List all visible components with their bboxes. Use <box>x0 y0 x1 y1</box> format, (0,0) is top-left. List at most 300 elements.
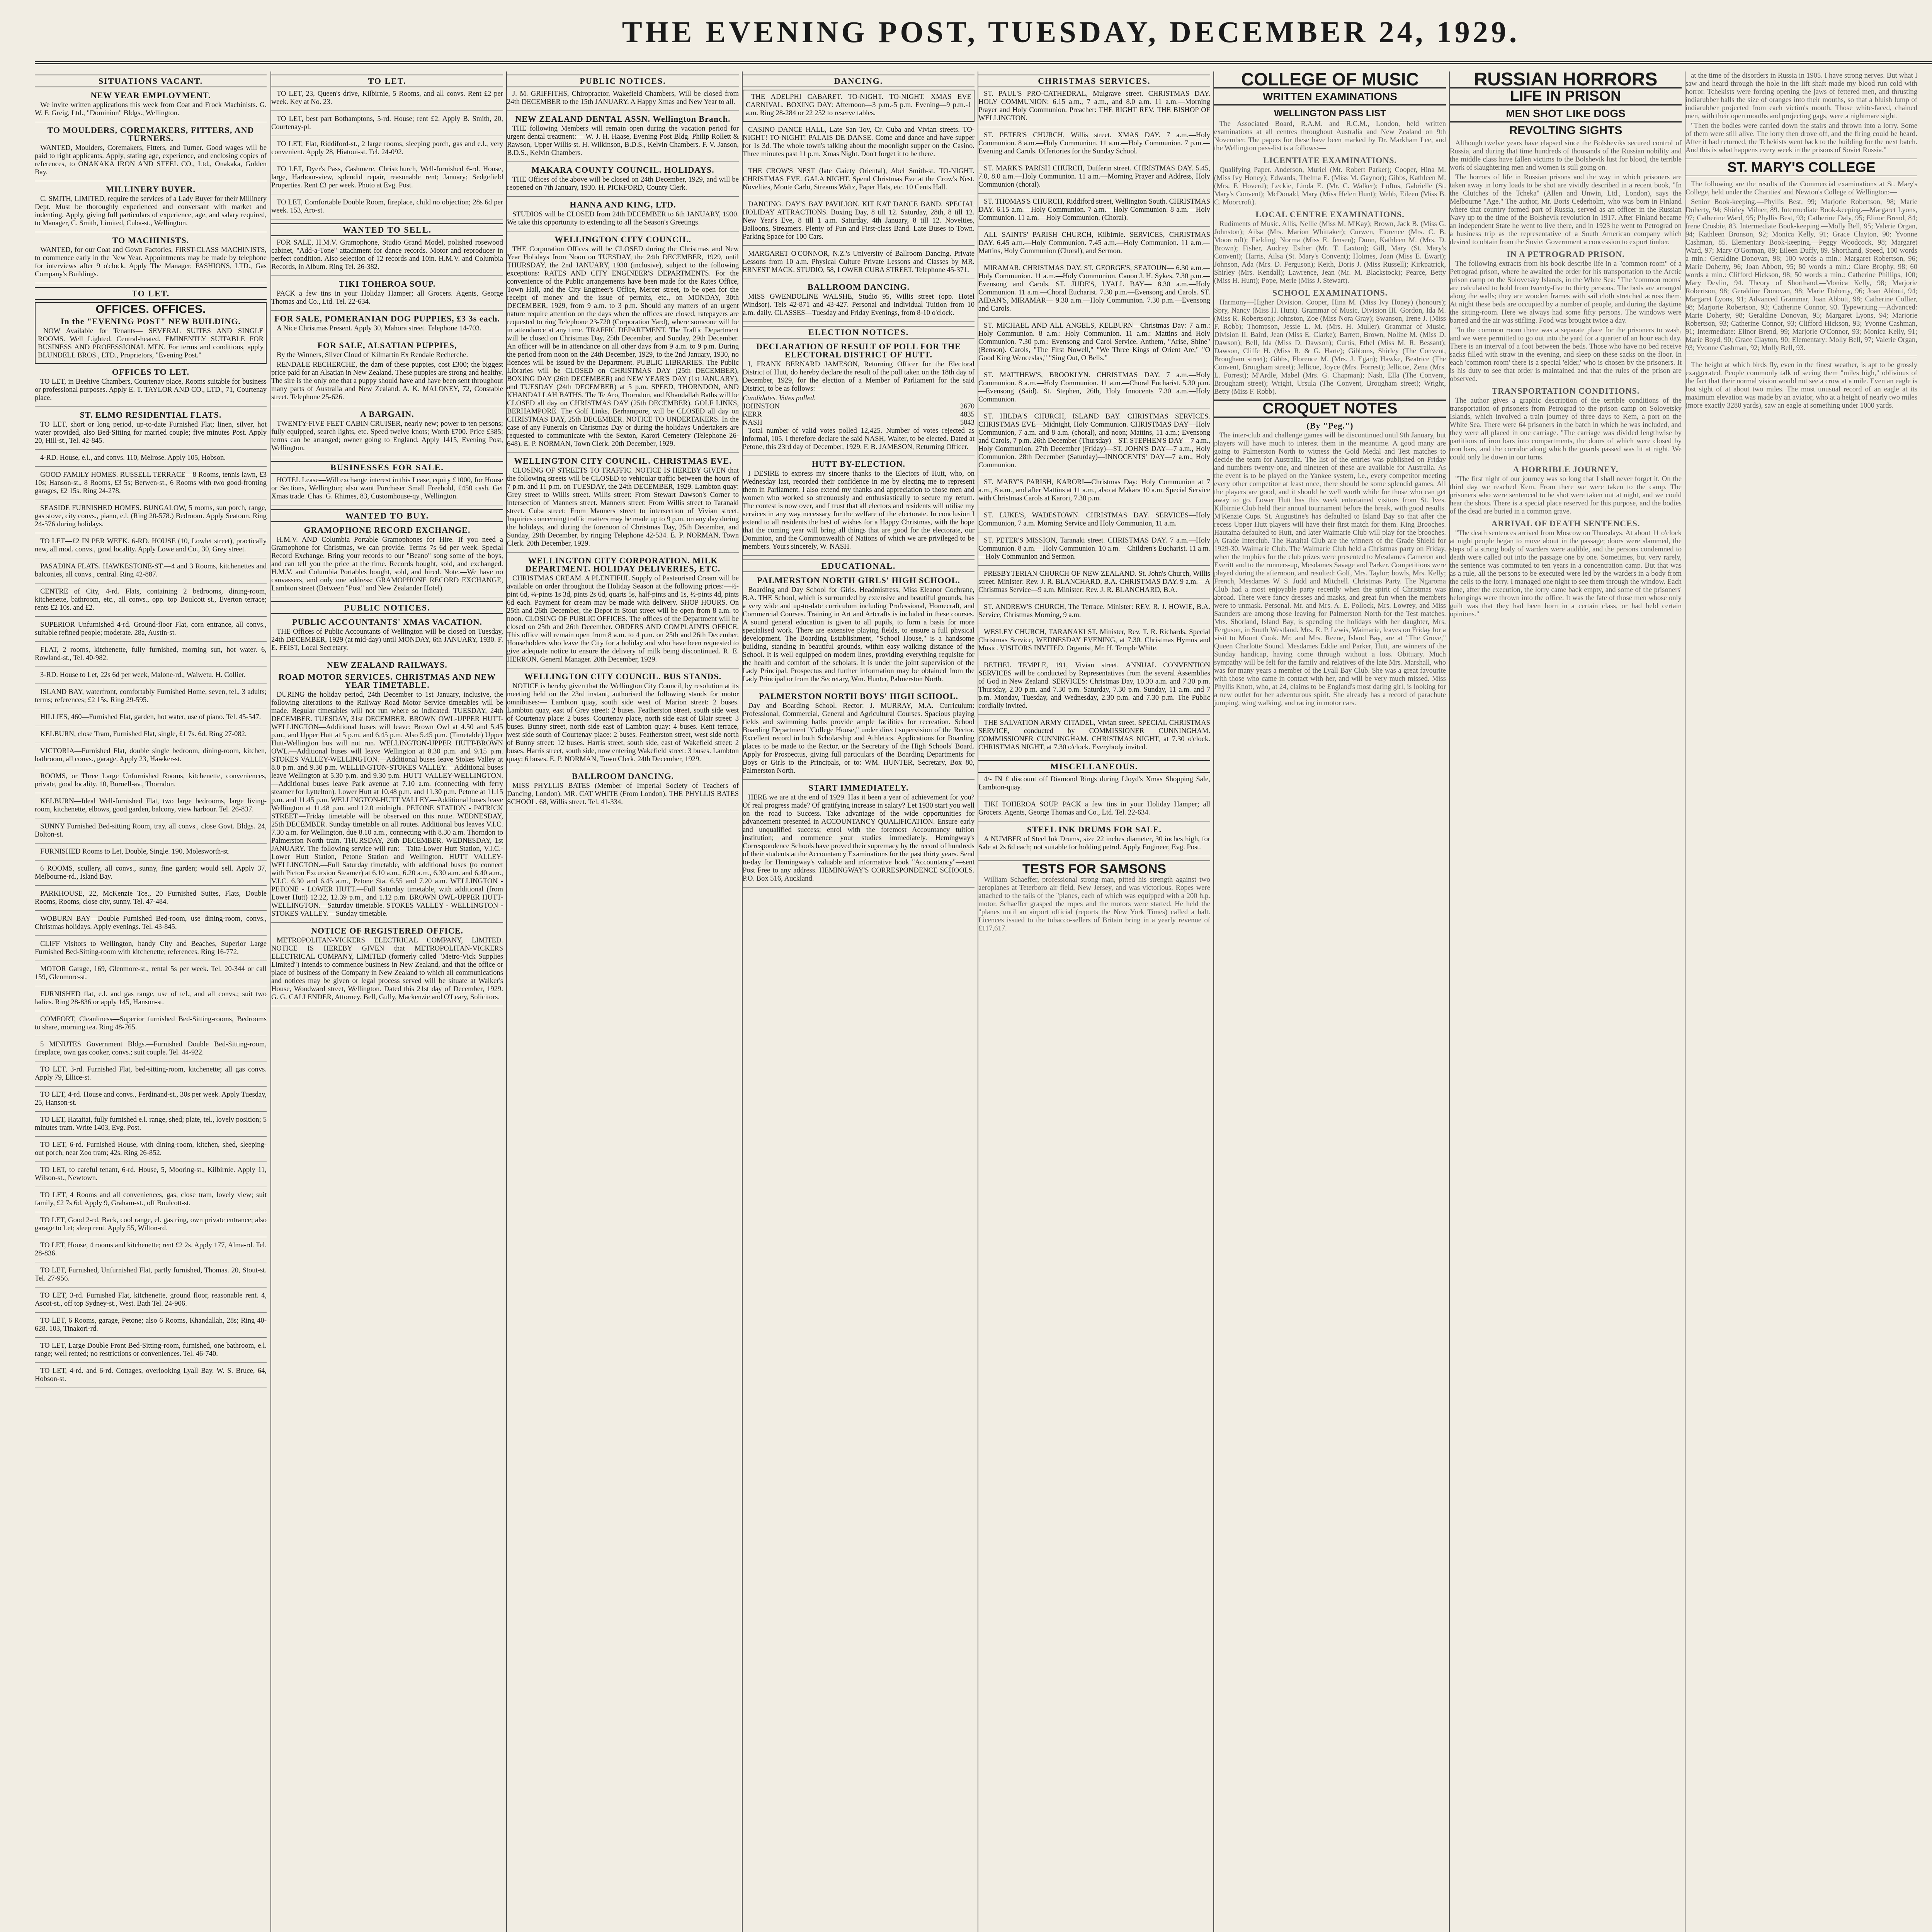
list-item-text: TO LET, 3-rd. Furnished Flat, bed-sitting-room, kitchenette; all gas convs. Apply 79, Ellice-st. <box>35 1065 267 1082</box>
list-item-text: TO LET, best part Bothamptons, 5-rd. House; rent £2. Apply B. Smith, 20, Courtenay-pl. <box>271 115 503 131</box>
list-item <box>35 1015 267 1036</box>
list-item <box>35 1191 267 1212</box>
article-body <box>1685 180 1917 352</box>
ad-title: STEEL INK DRUMS FOR SALE. <box>1027 825 1162 834</box>
article-headline: CROQUET NOTES <box>1262 400 1398 417</box>
classified-ad <box>35 411 267 450</box>
list-item <box>35 965 267 986</box>
list-item <box>35 1040 267 1061</box>
list-item-text: TO LET, 4 Rooms and all conveniences, gas, close tram, lovely view; suit family, £2 7s 6d. Apply 9, Graham-st., off Boulcott-st. <box>35 1191 267 1207</box>
dance-ad <box>743 126 975 163</box>
article-text: Harmony—Higher Division. Cooper, Hina M. (Miss Ivy Honey) (honours); Spry, Nancy (Miss H. Hunt). Grammar of Music, Division III. Gordon, Ida M. (Miss R. Robertson); Johnston, Zoe (Miss Nora Gray); Swanson, Irene J. (Miss F. Robb); Thompson, Jessie L. M. (Mrs. H. Muller). Grammar of Music, Division II. Baird, Jean (Miss E. Clarke); Barrett, Brown, Noline M. (Miss D. Dawson); Bell, Ida (Miss D. Dawson); Curtis, Ethel (Miss M. R. Bessant); Dawson, Cliffe H. (Miss R. & G. Harte); Gibbons, Shirley (The Convent, Brougham street); Gibbs, Florence M. (Mrs. J. Egan); Hawke, Beatrice (The Convent, Brougham street); Jellicoe, Joyce (Mrs. Forrest); Jellicoe, Zena (Mrs. L. Forrest); M'Ardle, Mabel (Mrs. G. Chapman); Nash, Ella (The Convent, Brougham street); Wright, Ursula (The Convent, Brougham street); Wright, Betty (Miss F. Robb). <box>1214 298 1446 396</box>
candidates-table <box>743 402 975 427</box>
divider <box>1450 104 1682 105</box>
ad-title: FOR SALE, ALSATIAN PUPPIES, <box>317 340 457 350</box>
ad-subtitle: In the "EVENING POST" NEW BUILDING. <box>60 316 241 326</box>
notice-title: NEW ZEALAND DENTAL ASSN. Wellington Branch. <box>515 114 731 124</box>
classified-ad <box>271 315 503 337</box>
service-body: ST. HILDA'S CHURCH, ISLAND BAY. CHRISTMAS SERVICES. CHRISTMAS EVE—Midnight, Holy Communion. CHRISTMAS DAY—Holy Communion, 7 a.m. and 8 a.m. (choral), and noon; Mattins, 11 a.m.; Evensong and Carols, 7 p.m. 26th December (Thursday)—ST. STEPHEN'S DAY—7 a.m., Holy Communion. 27th December (Friday)—ST. JOHN'S DAY—7 a.m., Holy Communion. 28th December (Saturday)—INNOCENTS' DAY—7 a.m., Holy Communion. <box>978 412 1210 469</box>
church-service <box>978 478 1210 507</box>
list-item <box>35 471 267 500</box>
classified-ad <box>271 280 503 311</box>
list-item-text: WOBURN BAY—Double Furnished Bed-room, use dining-room, convs., Christmas holidays. Apply evenings. Tel. 43-845. <box>35 915 267 931</box>
ad-title: TIKI TOHEROA SOUP. <box>338 279 436 289</box>
list-item-text: CLIFF Visitors to Wellington, handy City and Beaches, Superior Large Furnished Bed-Sitting-room with kitchenette; references. Ring 16-772. <box>35 940 267 956</box>
list-item <box>35 621 267 642</box>
classified-ad <box>271 476 503 505</box>
notice-body: I, FRANK BERNARD JAMESON, Returning Officer for the Electoral District of Hutt, do hereby declare the result of the poll taken on the 18th day of December, 1929, for the election of a Member of Parliament for the said District, to be as follows:— <box>743 360 975 393</box>
list-item-text: GOOD FAMILY HOMES. RUSSELL TERRACE—8 Rooms, tennis lawn, £3 10s; Hanson-st., 8 Rooms, £3 5s; Berwen-st., 6 Rooms with two good-fronting garages, £2 15s. Ring 24-278. <box>35 471 267 495</box>
column-2 <box>270 71 503 1932</box>
divider <box>978 860 1210 861</box>
divider <box>1685 175 1917 176</box>
article-subheadline: WELLINGTON PASS LIST <box>1274 108 1386 119</box>
notice-body: THE Corporation Offices will be CLOSED during the Christmas and New Year Holidays from Noon on TUESDAY, the 24th DECEMBER, 1929, until THURSDAY, the 2nd JANUARY, 1930 (inclusive), subject to the following exceptions: RATES AND CITY ENGINEER'S DEPARTMENTS. For the convenience of the Public arrangements have been made for the Rates Office, Town Hall, and the City Engineer's Office, Mercer street, to be open for the receipt of money and the issue of permits, etc., on MONDAY, 30th DECEMBER, 1929, from 9 a.m. to 3 p.m. Should any matters of an urgent nature require attention on the days when the offices are closed, ratepayers are requested to ring Telephone 23-720 (Corporation Yard), where someone will be in attendance at any time. TRAFFIC DEPARTMENT. The Traffic Department will be closed on Christmas Day, 25th December, and Sunday, 29th December. An officer will be in attendance on all other days from 9 a.m. to 9 p.m. During the period from noon on the 24th December, 1929, to the 2nd January, 1930, no licences will be issued by the Department. PUBLIC LIBRARIES. The Public Libraries will be CLOSED on CHRISTMAS DAY (25th DECEMBER), BOXING DAY (26th DECEMBER) and NEW YEAR'S DAY (1st JANUARY), and TUESDAY (24th DECEMBER) at 5 p.m. SPEED, THORNDON, AND KHANDALLAH BATHS. The Te Aro, Thorndon, and Khandallah Baths will be CLOSED all day on CHRISTMAS DAY (25th DECEMBER). GOLF LINKS, BERHAMPORE. The Golf Links, Berhampore, will be CLOSED all day on CHRISTMAS DAY, 25th DECEMBER. NOTICE TO UNDERTAKERS. In the case of any Funerals on Christmas Day or during the holidays Undertakers are requested to communicate with the Sexton, Karori Cemetery (Telephone 26-648). E. P. NORMAN, Town Clerk. 20th December, 1929. <box>507 245 739 448</box>
church-service <box>978 719 1210 756</box>
public-notice <box>507 115 739 162</box>
section-heading: PUBLIC NOTICES. <box>507 75 739 87</box>
ad-title: PALMERSTON NORTH GIRLS' HIGH SCHOOL. <box>757 575 960 585</box>
column-4 <box>742 71 975 1932</box>
church-service <box>978 321 1210 367</box>
article-text: The height at which birds fly, even in the finest weather, is apt to be grossly exaggerated. People commonly talk of seeing them "miles high," oblivious of the fact that their normal vision would not see a crow at a mile. Even an eagle is lost sight of at about two miles. The most unusual record of an eagle at its maximum elevation was made by an aviator, who at a height of nearly two miles (more exactly 3280 yards), saw an eagle at something under 1000 yards. <box>1685 361 1917 410</box>
candidate-name: NASH <box>743 418 762 427</box>
newspaper-title: THE EVENING POST, TUESDAY, DECEMBER 24, 1929. <box>622 15 1520 49</box>
notice-body: METROPOLITAN-VICKERS ELECTRICAL COMPANY, LIMITED. NOTICE IS HEREBY GIVEN that METROPOLITAN-VICKERS ELECTRICAL COMPANY, LIMITED (formerly called "Metro-Vick Supplies Limited") intends to commence business in New Zealand, and that the office or place of business of the Company in New Zealand to which all communications and notices may be given or legal process served will be situate at Walker's House, Woodward street, Wellington. Dated this 21st day of December, 1929. G. G. CALLENDER, Attorney. Bell, Gully, Mackenzie and O'Leary, Solicitors. <box>271 936 503 1001</box>
ad-body: FOR SALE, H.M.V. Gramophone, Studio Grand Model, polished rosewood cabinet, "Add-a-Tone" attachment for dance records. Motor and reproducer in perfect condition. Also selection of 12 records and 10in. H.M.V. and Columbia Records, in Album. Ring Tel. 26-382. <box>271 238 503 271</box>
ad-body: Boarding and Day School for Girls. Headmistress, Miss Eleanor Cochrane, B.A. THE School, which is surrounded by extensive and beautiful grounds, has a very wide and up-to-date curriculum including Professional, Homecraft, and Commercial Courses. Training in Art and Artcrafts is included in these courses. A sound general education is given to all pupils, to form a basis for more specialised work. There are extensive playing fields, to ensure a full physical development. The Boarding Establishment, "School House," is a handsome building, standing in beautiful grounds, within easy walking distance of the School. It is well equipped on modern lines, providing everything requisite for the health and comfort of the scholars. It is under the joint supervision of the Lady Principal. Prospectus and further information may be obtained from the Lady Principal or from the Secretary, Wm. Hunter, Palmerston North. <box>743 586 975 683</box>
church-service <box>978 264 1210 318</box>
notice-title: WELLINGTON CITY COUNCIL. CHRISTMAS EVE. <box>514 456 732 466</box>
classified-ad <box>35 236 267 283</box>
classified-ad <box>35 185 267 232</box>
column-5 <box>978 71 1210 1932</box>
section-heading: CHRISTMAS SERVICES. <box>978 75 1210 87</box>
notice-body: NOTICE is hereby given that the Wellington City Council, by resolution at its meeting held on the 23rd instant, authorised the following stands for motor omnibuses:— Lambton quay, south side west of Marion street: 2 buses. Lambton quay, east of Grey street: 2 buses. Featherston street, south side west of Courtenay place: 2 buses. Courtenay place, north side east of Blair street: 3 buses. Bunny street, north side east of Lambton quay: 4 buses. Kent terrace, west side south of Courtenay place: 2 buses. Featherston street, west side north of Bunny street: 12 buses. Harris street, south side, east of Wakefield street: 2 buses. Harris street, south side, now entering Wakefield street: 3 buses. Lambton quay: 6 buses. E. P. NORMAN, Town Clerk. 24th December, 1929. <box>507 682 739 763</box>
ad-body: HOTEL Lease—Will exchange interest in this Lease, equity £1000, for House or Sections, Wellington; also want Purchaser Small Freehold, £450 cash. Get Xmas trade. Chas. G. Rhimes, 83, Customhouse-qy., Wellington. <box>271 476 503 500</box>
article-subheadline: LIFE IN PRISON <box>1510 88 1621 104</box>
notice-title: HUTT BY-ELECTION. <box>812 459 905 469</box>
list-item-text: TO LET, 23, Queen's drive, Kilbirnie, 5 Rooms, and all convs. Rent £2 per week. Key at No. 23. <box>271 90 503 106</box>
divider <box>1214 104 1446 105</box>
church-service <box>978 536 1210 566</box>
list-item <box>35 454 267 467</box>
ad-body: 4/- IN £ discount off Diamond Rings during Lloyd's Xmas Shopping Sale, Lambton-quay. <box>978 775 1210 791</box>
candidate-name: KERR <box>743 410 762 418</box>
service-body: ST. PETER'S MISSION, Taranaki street. CHRISTMAS DAY. 7 a.m.—Holy Communion. 8 a.m.—Holy Communion. 10 a.m.—Children's Eucharist. 11 a.m.—Holy Communion and Sermon. <box>978 536 1210 561</box>
list-item-text: TO LET, Flat, Riddiford-st., 2 large rooms, sleeping porch, gas and e.l., very convenient. Apply 28, Hiatoui-st. Tel. 24-092. <box>271 140 503 156</box>
article-subhead: TRANSPORTATION CONDITIONS. <box>1492 386 1640 396</box>
list-item <box>35 537 267 558</box>
classified-list <box>271 90 503 219</box>
section-heading: BUSINESSES FOR SALE. <box>271 461 503 474</box>
church-service <box>978 603 1210 624</box>
candidates-label: Candidates. Votes polled. <box>743 394 816 402</box>
ad-title: FOR SALE, POMERANIAN DOG PUPPIES, £3 3s each. <box>274 314 500 323</box>
list-item <box>35 940 267 961</box>
ad-body: TIKI TOHEROA SOUP. PACK a few tins in your Holiday Hamper; all Grocers. Agents, George Thomas and Co., Ltd. Tel. 22-634. <box>978 800 1210 816</box>
classified-ad <box>35 368 267 407</box>
misc-ad <box>978 800 1210 821</box>
list-item <box>35 730 267 743</box>
notice-title: HANNA AND KING, LTD. <box>570 200 676 209</box>
column-1 <box>35 71 267 1932</box>
notice-body: THE Offices of the above will be closed on 24th December, 1929, and will be reopened on 7th January, 1930. H. PICKFORD, County Clerk. <box>507 175 739 192</box>
section-heading: DANCING. <box>743 75 975 87</box>
notice-title: WELLINGTON CITY COUNCIL. <box>554 235 691 244</box>
service-body: ST. PETER'S CHURCH, Willis street. XMAS DAY. 7 a.m.—Holy Communion. 8 a.m.—Holy Communion. 11 a.m.—Holy Communion. 7 p.m.—Evening and Carols. Offertories for the Sunday School. <box>978 131 1210 155</box>
public-notice <box>271 661 503 923</box>
list-item <box>35 1141 267 1162</box>
article-body <box>1685 71 1917 154</box>
article-body <box>1685 361 1917 410</box>
article-text: "In the common room there was a separate place for the prisoners to wash, and we were permitted to go out into the yard for a quarter of an hour each day. There is an interval of a foot between the beds. Those who have no bed receive sacks filled with straw in the evening, and sleep on these sacks on the floor. In each 'common room' there is a special 'elder,' who is chosen by the prisoners. It is his duty to see that order is maintained and that the rules of the prison are observed. <box>1450 326 1682 383</box>
list-item-text: 3-RD. House to Let, 22s 6d per week, Malone-rd., Waiwetu. H. Collier. <box>40 671 246 679</box>
article-body <box>1450 139 1682 618</box>
notice-title: DECLARATION OF RESULT OF POLL FOR THE ELECTORAL DISTRICT OF HUTT. <box>756 342 961 359</box>
list-item <box>35 847 267 861</box>
list-item <box>35 587 267 617</box>
service-body: WESLEY CHURCH, TARANAKI ST. Minister, Rev. T. R. Richards. Special Christmas Service, WEDNESDAY EVENING, at 7.30. Christmas Hymns and Music. VISITORS INVITED. Organist, Mr. H. Temple White. <box>978 628 1210 652</box>
ad-body: DANCING. DAY'S BAY PAVILION. KIT KAT DANCE BAND. SPECIAL HOLIDAY ATTRACTIONS. Boxing Day, 8 till 12. Saturday, 28th, 8 till 12. New Year's Eve, 8 till 1 a.m. Saturday, 4th January, 8 till 12. Novelties, Balloons, Streamers. Plenty of Fun and First-class Band. Late Buses to Town. Parking Space for 100 Cars. <box>743 200 975 241</box>
column-6 <box>1213 71 1446 1932</box>
church-service <box>978 661 1210 715</box>
list-item-text: COMFORT, Cleanliness—Superior furnished Bed-Sitting-rooms, Bedrooms to share, morning tea. Ring 48-765. <box>35 1015 267 1031</box>
notice-title: NEW ZEALAND RAILWAYS. <box>327 660 447 670</box>
list-item <box>35 1166 267 1187</box>
public-notice <box>507 457 739 553</box>
ad-title: TO MACHINISTS. <box>112 235 189 245</box>
list-item <box>35 1065 267 1087</box>
article-text: The author gives a graphic description of the terrible conditions of the transportation of prisoners from Petrograd to the prison camp on Solovetsky Islands, which involved a train journey of three days to Kem, a port on the White Sea. There were 64 prisoners in the batch in which he was included, and they were all placed in one carriage. "The carriage was divided lengthwise by partitions of iron bars into compartments, the doors of which were closed by iron bars, and the corridor along which the guards passed was lit at night. We could only lie down in our turns. <box>1450 396 1682 461</box>
notice-body: CHRISTMAS CREAM. A PLENTIFUL Supply of Pasteurised Cream will be available on order throughout the Holiday Season at the following prices:—½-pint 6d, ¼-pints 1s 3d, pints 2s 6d, quarts 5s, half-pints and 1s, ½-pints 4d, pints 6d each. Payment for cream may be made with delivery. SHOP HOURS. On 25th and 26th December, the Depot in Stout street will be open from 8 a.m. to noon. CLOSING OF PUBLIC OFFICES. The offices of the Department will be closed on 25th and 26th December. ORDERS AND COMPLAINTS OFFICE. This office will remain open from 8 a.m. to 4 p.m. on 25th and 26th December. Householders who leave the City for a holiday and who have been requested to give adequate notice to ensure the delivery of milk being discontinued. R. E. HERRON, General Manager. 20th December, 1929. <box>507 574 739 663</box>
ad-title: MILLINERY BUYER. <box>106 184 196 194</box>
article-headline: TESTS FOR SAMSONS <box>1022 862 1167 876</box>
candidate-votes: 5043 <box>960 418 975 427</box>
article-text: The inter-club and challenge games will be discontinued until 9th January, but players will have much to interest them in the meantime. A good many are going to Palmerston North to witness the Gold Medal and Test matches to decide the team for Australia. The list of the entries was published on Friday and numbers twenty-one, and nineteen of these are available for Australia. As the event is to be played on the Yankee system, i.e., every competitor meeting every other competitor at least once, there should be some splendid games. All the players are good, and it should be well worth while for those who can get away to go. Lower Hutt has this week entertained visitors from St. Ives. Kilbirnie Club held their annual tournament before the break, with good results. M'Kenzie Cups. St. Augustine's has defaulted to Island Bay so that after the recess Upper Hutt players will have their first match for them. King Brooches. Hautaina defaulted to Hutt, and later Waimarie Club will play for the brooches. A Grade Interclub. The Hataitai Club are the winners of the Grade Shield for 1929-30. Waimarie Club. The Waimarie Club held a Christmas party on Friday, when the trophies for the club prizes were presented to Mesdames Cameron and Everitt and to the runners-up, Mesdames Savage and Parker. Competitions were played during the afternoon, and resulted: Golf, Mrs. Taylor; bowls, Mrs. Kelly; French, Mesdames W. S. Judd and Mitchell. Christmas Party. The Ngaroma Club had a most enjoyable party recently when the spirit of Christmas was abroad. There were fancy dresses and masks, and great fun when the members were to unmask. Personal. Mr. and Mrs. A. E. Pollock, Mrs. Lowrey, and Miss Saunders are among those leaving for Palmerston North for the Test matches. Mrs. Shorland, Island Bay, is spending the holidays with her daughter, Mrs. Ferguson, in South Westland. Mrs. R. P. Lewis, Waimarie, leaves on Friday for a visit to Mount Cook. Mr. and Mrs. Reene, Island Bay, are at "The Grove," Queen Charlotte Sound. Mesdames Eddie and Parker, Hutt, are winners of the Sunday handicap, having come through without a loss. Obituary. Much sympathy will be felt for the family and relatives of the late Mrs. Marshall, who was for many years a member of the Lyall Bay Club. She was a great favourite with those who came in contact with her, and will be very much missed. Miss Phyllis Knott, who, at 24, claims to be England's most daring girl, is looking for a new outlet for her adventurous spirit. She already has a record of parachute jumping, wing walking, and racing in motor cars. <box>1214 431 1446 707</box>
service-body: ST. MATTHEW'S, BROOKLYN. CHRISTMAS DAY. 7 a.m.—Holy Communion. 8 a.m.—Holy Communion. 11 a.m.—Choral Eucharist. 5.30 p.m.—Evensong (Said). St. Stephen, 26th, Holy Innocents 7.30 a.m.—Holy Communion. <box>978 371 1210 403</box>
candidate-name: JOHNSTON <box>743 402 780 410</box>
candidate-row <box>743 402 975 410</box>
list-item-text: MOTOR Garage, 169, Glenmore-st., rental 5s per week. Tel. 20-344 or call 159, Glenmore-st. <box>35 965 267 981</box>
election-notice <box>743 460 975 556</box>
public-notice <box>507 772 739 811</box>
list-item <box>35 562 267 583</box>
ad-body: TO LET, short or long period, up-to-date Furnished Flat; linen, silver, hot water provided, also Bed-Sitting for married couple; five minutes Post. Apply 20, Hill-st., Tel. 42-845. <box>35 420 267 445</box>
section-heading: TO LET. <box>271 75 503 87</box>
list-item-text: VICTORIA—Furnished Flat, double single bedroom, dining-room, kitchen, bathroom, all convs., garage. Apply 23, Hawker-st. <box>35 747 267 763</box>
section-heading: PUBLIC NOTICES. <box>271 601 503 614</box>
classified-ad <box>35 91 267 122</box>
list-item <box>35 822 267 844</box>
ad-body: MARGARET O'CONNOR, N.Z.'s University of Ballroom Dancing. Private Lessons from 10 a.m. Physical Culture Private Lessons and Classes by MR. ERNEST MACK. STUDIO, 58, LOWER CUBA STREET. Telephone 45-371. <box>743 250 975 274</box>
public-notice <box>507 90 739 111</box>
candidate-votes: 2670 <box>960 402 975 410</box>
ad-title: GRAMOPHONE RECORD EXCHANGE. <box>304 525 471 535</box>
article-subhead: IN A PETROGRAD PRISON. <box>1507 249 1625 259</box>
list-item-text: HILLIES, 460—Furnished Flat, garden, hot water, use of piano. Tel. 45-547. <box>40 713 261 721</box>
notice-body: DURING the holiday period, 24th December to 1st January, inclusive, the following alterations to the Railway Road Motor Service timetables will be made. Regular timetables will not run where so indicated. TUESDAY, 24th DECEMBER. TUESDAY, 31st DECEMBER. BROWN OWL-UPPER HUTT-WELLINGTON—Additional buses will leave: Brown Owl at 4.50 and 5.45 p.m., and Upper Hutt at 5 p.m. and 6.45 p.m. Also 5.45 p.m. (Timetable) Upper Hutt-Wellington bus will not run. WELLINGTON-UPPER HUTT-BROWN OWL.—Additional buses will leave Wellington at 8.30 p.m. and 9.15 p.m. STOKES VALLEY-WELLINGTON.—Additional buses leave Stokes Valley at 8.0 p.m. and 9.30 p.m. WELLINGTON-STOKES VALLEY.—Additional buses leave Wellington at 5.30 p.m. and 9.30 p.m. HUTT VALLEY-WELLINGTON.—Additional buses leave Park avenue at 7.10 a.m. (connecting with ferry steamer for Lyttelton). Lower Hutt at 10.48 p.m. and 11.30 p.m. Petone at 11.15 p.m. and 11.45 p.m. WELLINGTON-HUTT VALLEY.—Additional buses leave Wellington at 11.48 p.m. and 12.0 midnight. PETONE STATION - PATRICK STREET.—Friday timetable will be observed on this route. WEDNESDAY, 25th DECEMBER. Sunday timetable on all routes. Additional bus leaves V.I.C. 7.30 a.m. for Wellington, due 8.10 a.m., connecting with 8.30 a.m. Thorndon to Palmerston North train. THURSDAY, 26th DECEMBER. WEDNESDAY, 1st JANUARY. The following service will run:—Taita-Lower Hutt Station, V.I.C.-Lower Hutt Station, Petone Station and Wellington. HUTT VALLEY-WELLINGTON.—Full Saturday timetable, with additional buses (to connect with Picton Excursion Steamer) at 6.10 a.m., 6.20 a.m., 6.30 a.m. and 6.40 a.m., V.I.C. 6.30 and 6.45 a.m., Petone Sta. 6.55 and 7.20 a.m. WELLINGTON - PETONE - LOWER HUTT.—Full Saturday timetable, with additional (from Lower Hutt) 12.22, 12.39 p.m., and 1.12 p.m. BROWN OWL-UPPER HUTT-WELLINGTON.—Saturday timetable. STOKES VALLEY - WELLINGTON - STOKES VALLEY.—Sunday timetable. <box>271 690 503 918</box>
notice-title: BALLROOM DANCING. <box>572 771 674 781</box>
list-item <box>271 198 503 219</box>
list-item-text: ISLAND BAY, waterfront, comfortably Furnished Home, seven, tel., 3 adults; terms; references; £2 15s. Ring 29-595. <box>35 688 267 704</box>
list-item <box>271 115 503 136</box>
church-service <box>978 511 1210 532</box>
list-item-text: TO LET—£2 IN PER WEEK. 6-RD. HOUSE (10, Lowlet street), practically new, all mod. convs., good locality. Apply Lowe and Co., 30, Grey street. <box>35 537 267 553</box>
ad-body: C. SMITH, LIMITED, require the services of a Lady Buyer for their Millinery Dept. Must be thoroughly experienced and conversant with market and indenting. Apply, giving full particulars of experience, age, and salary required, to Manager, C. Smith, Limited, Cuba-st., Wellington. <box>35 195 267 227</box>
article-text: Rudiments of Music. Allis, Nellie (Miss M. M'Kay); Brown, Jack B. (Miss G. Johnston); Ailsa (Mrs. Marion Whittaker); Curwen, Florence (Mrs. C. B. Moorcroft); Fielding, Norma (Miss E. Jensen); Dunn, Kathleen M. (Mrs. D. Brown); Fisher, Audrey Esther (Mr. T. Laxton); Gill, Mary (St. Mary's Convent); Harris, Ailsa (St. Mary's Convent); Holmes, Joan (Miss E. Ewart); Johnson, Ada (Mrs. D. Ferguson); Keith, Doris J. (Miss Russell); Kirkpatrick, Shirley (Mrs. Kendall); Lawrence, Jean (Mr. M. Blackstock); Pearce, Betty (Miss H. Hunt); Pope, Merle (Miss J. Stewart). <box>1214 220 1446 285</box>
ad-body: WANTED, Moulders, Coremakers, Fitters, and Turner. Good wages will be paid to right applicants. Apply, stating age, experience, and enclosing copies of references, to ONAKAKA IRON AND STEEL CO., Ltd., Onakaka, Golden Bay. <box>35 144 267 176</box>
public-notice <box>507 556 739 668</box>
notice-title: WELLINGTON CITY COUNCIL. BUS STANDS. <box>524 672 721 681</box>
ad-body: A Nice Christmas Present. Apply 30, Mahora street. Telephone 14-703. <box>277 324 481 332</box>
list-item-text: SUNNY Furnished Bed-sitting Room, tray, all convs., close Govt. Bldgs. 24, Bolton-st. <box>35 822 267 838</box>
notice-title: WELLINGTON CITY CORPORATION. MILK DEPARTMENT. HOLIDAY DELIVERIES, ETC. <box>525 556 721 573</box>
list-item <box>35 504 267 533</box>
dance-ad <box>743 90 975 122</box>
section-heading: WANTED TO SELL. <box>271 223 503 236</box>
service-body: ST. MICHAEL AND ALL ANGELS, KELBURN—Christmas Day: 7 a.m.: Holy Communion. 8 a.m.: Holy Communion. 11 a.m.: Mattins and Holy Communion. 7.30 p.m.: Evensong and Carol Service. Anthem, "Arise, Shine" (Benson). Carols, "The First Nowell," "We Three Kings of Orient Are," "O Good King Wenceslas," "Sing Out, O Bells." <box>978 321 1210 362</box>
list-item-text: SUPERIOR Unfurnished 4-rd. Ground-floor Flat, corn entrance, all convs., suitable refined people; moderate. 28a, Austin-st. <box>35 621 267 637</box>
section-heading: SITUATIONS VACANT. <box>35 75 267 87</box>
list-item <box>35 1316 267 1338</box>
church-service <box>978 371 1210 408</box>
list-item-text: 5 MINUTES Government Bldgs.—Furnished Double Bed-Sitting-room, fireplace, own gas cooker, convs.; suit couple. Tel. 44-922. <box>35 1040 267 1056</box>
article-text: "The death sentences arrived from Moscow on Thursdays. At about 11 o'clock at night people began to move about in the passage; doors were slammed, the steps of a strong body of warders were audible, and the persons condemned to death were called out into the passage one by one. Sometimes, but very rarely, the sentence was commuted to ten years in a concentration camp. But that was as a rule, all the persons to be executed were led by the warders in a body from the cells to the lorry. I managed one night to see them through the window. Each time, after the execution, the lorry came back empty, and some of the prisoners' belongings were thrown into the office. It was the fate of those men whose only guilt was that they had been born in a certain class, or had held certain opinions." <box>1450 529 1682 618</box>
ad-body: We invite written applications this week from Coat and Frock Machinists. G. W. F. Greig, Ltd., "Dominion" Bldgs., Wellington. <box>35 101 267 117</box>
dance-ad <box>743 250 975 279</box>
article-subhead: A HORRIBLE JOURNEY. <box>1513 464 1619 474</box>
ad-body: TWENTY-FIVE FEET CABIN CRUISER, nearly new; power to ten persons; fully equipped, search lights, etc. Speed twelve knots; Worth £700. Price £385; terms can be arranged; owner going to England. Apply 1415, Evening Post, Wellington. <box>271 420 503 452</box>
article-text: Senior Book-keeping.—Phyllis Best, 99; Marjorie Robertson, 98; Marie Doherty, 94; Shirley Milner, 89. Intermediate Book-keeping.—Margaret Lyons, 97; Catherine Ward, 95; Phyllis Best, 93; Catherine Daly, 95; Elinor Brend, 84; Irene Crosbie, 83. Intermediate Book-keeping.—Molly Bell, 95; Valerie Organ, 94; Kathleen Bronson, 92; Monica Kelly, 91; Grace Clayton, 90; Yvonne Cashman, 85. Elementary Book-keeping.—Peggy Woodcock, 98; Margaret Ward, 97; Mary O'Gorman, 89; Eileen Duffy, 89. Shorthand, Speed, 100 words a min.: Geraldine Donovan, 98; 100 words a min.: Margaret Robertson, 96; Marie Doherty, 96; Joan Abbott, 95; 80 words a min.: Clare Brophy, 98; 60 words a min.: Clifford Hickson, 98; 50 words a min.: Catherine Phillips, 100; Mary Devlin, 94. Theory of Shorthand.—Monica Kelly, 98; Marjorie Robertson, 98; Geraldine Donovan, 98; Marie Doherty, 96; Joan Abbott, 94; Margaret Lyons, 91; Advanced Grammar, Joan Abbott, 98; Catherine Collier, 98; Marjorie Robertson, 93; Catherine Connor, 93. Typewriting.—Advanced: Marie Doherty, 98; Geraldine Donovan, 95; Margaret Lyons, 94; Marjorie Robertson, 93; Catherine Connor, 93; Clifford Hickson, 93; Yvonne Cashman, 91; Intermediate: Elinor Brend, 99; Marjorie O'Connor, 93; Monica Kelly, 91; Marie Boyd, 90; Grace Clayton, 90; Elementary: Molly Bell, 97; Valerie Organ, 93; Yvonne Cashman, 92; Molly Bell, 93. <box>1685 198 1917 352</box>
list-item <box>35 1342 267 1363</box>
section-heading: TO LET. <box>35 287 267 300</box>
list-item-text: TO LET, Furnished, Unfurnished Flat, partly furnished, Thomas. 20, Stout-st. Tel. 27-956. <box>35 1266 267 1282</box>
dance-ad <box>743 283 975 322</box>
service-body: ALL SAINTS' PARISH CHURCH, Kilbirnie. SERVICES, CHRISTMAS DAY. 6.45 a.m.—Holy Communion. 7.45 a.m.—Holy Communion. 11 a.m.—Mattins, Holy Communion (Choral), and Sermon. <box>978 231 1210 255</box>
list-item-text: TO LET, 3-rd. Furnished Flat, kitchenette, ground floor, reasonable rent. 4, Ascot-st., off top Sydney-st., West. Bath Tel. 24-906. <box>35 1291 267 1308</box>
dance-ad <box>743 167 975 196</box>
byline: (By "Peg.") <box>1306 421 1354 430</box>
ad-body: THE ADELPHI CABARET. TO-NIGHT. TO-NIGHT. XMAS EVE CARNIVAL. BOXING DAY: Afternoon—3 p.m.-5 p.m. Evening—9 p.m.-1 a.m. Ring 28-284 or 22 252 to reserve tables. <box>746 93 971 117</box>
classified-ad <box>271 526 503 597</box>
ad-body: WANTED, for our Coat and Gown Factories, FIRST-CLASS MACHINISTS, to commence early in the New Year. Appointments may be made by telephone for interviews after 9 o'clock. Apply The Manager, FASHIONS, LTD., Gas Company's Buildings. <box>35 246 267 278</box>
section-heading: ELECTION NOTICES. <box>743 326 975 338</box>
dance-ad <box>743 200 975 246</box>
ad-body: NOW Available for Tenants— SEVERAL SUITES AND SINGLE ROOMS. Well Lighted. Central-heated. EMINENTLY SUITABLE FOR BUSINESS AND PROFESSIONAL MEN. For terms and conditions, apply BLUNDELL BROS., LTD., Proprietors, "Evening Post." <box>38 327 264 359</box>
article-subhead: LICENTIATE EXAMINATIONS. <box>1263 155 1397 165</box>
public-notice <box>507 235 739 453</box>
list-item-text: PARKHOUSE, 22, McKenzie Tce., 20 Furnished Suites, Flats, Double Rooms, Rooms, close city, sunny. Tel. 47-484. <box>35 889 267 906</box>
ad-title: OFFICES. OFFICES. <box>95 303 206 316</box>
section-heading: MISCELLANEOUS. <box>978 760 1210 773</box>
ad-title: PALMERSTON NORTH BOYS' HIGH SCHOOL. <box>759 691 958 701</box>
ad-body: RENDALE RECHERCHE, the dam of these puppies, cost £300; the biggest price paid for an Alsatian in New Zealand. These puppies are strong and healthy. The sire is the only one that a puppy should have and have been sent throughout many parts of Australia and New Zealand. A. K. MALONEY, 72, Constable street. Telephone 25-626. <box>271 361 503 401</box>
ad-title: OFFICES TO LET. <box>112 367 190 377</box>
public-notice <box>507 166 739 197</box>
classified-list <box>35 454 267 1388</box>
list-item-text: PASADINA FLATS. HAWKESTONE-ST.—4 and 3 Rooms, kitchenettes and balconies, all convs., central. Ring 42-887. <box>35 562 267 578</box>
article-text: "Then the bodies were carried down the stairs and thrown into a lorry. Some of them were still alive. The lorry then drove off, and the firing could be heard. After it had returned, the Tchekists went back to the building for the next batch. And this is what happens every week in the prisons of Soviet Russia." <box>1685 122 1917 154</box>
list-item-text: TO LET, 6 Rooms, garage, Petone; also 6 Rooms, Khandallah, 28s; Ring 40-628. 103, Tinakori-rd. <box>35 1316 267 1333</box>
ad-body: A NUMBER of Steel Ink Drums, size 22 inches diameter, 30 inches high, for Sale at 2s 6d each; not suitable for holding petrol. Apply Engineer, Evg. Post. <box>978 835 1210 851</box>
list-item-text: TO LET, House, 4 rooms and kitchenette; rent £2 2s. Apply 177, Alma-rd. Tel. 28-836. <box>35 1241 267 1257</box>
service-body: PRESBYTERIAN CHURCH OF NEW ZEALAND. St. John's Church, Willis street. Minister: Rev. J. R. BLANCHARD, B.A. CHRISTMAS DAY. 9 a.m.—A Christmas Service—9 a.m. Minister: Rev. J. R. BLANCHARD, B.A. <box>978 570 1210 594</box>
list-item <box>271 140 503 161</box>
column-3 <box>506 71 739 1932</box>
article-text: The following extracts from his book describe life in a "common room" of a Petrograd prison, where he awaited the order for his transportation to the Arctic prison camp on the Solovetsky Islands, in the White Sea: "The 'common rooms' are calculated to hold from twenty-five to thirty persons. The beds are arranged along the walls; they are wooden frames with sail cloth stretched across them. At night these beds are occupied by a number of people, and during the daytime the sitting-room. Here we always had some fifty persons. The windows were barred and the air was stifling. Food was brought twice a day. <box>1450 260 1682 325</box>
notice-title: PUBLIC ACCOUNTANTS' XMAS VACATION. <box>292 617 482 627</box>
list-item-text: SEASIDE FURNISHED HOMES. BUNGALOW, 5 rooms, sun porch, range, gas stove, city convs., piano, e.l. (Ring 20-578.) Bedroom. Apply Seatoun. Ring 24-576 during holidays. <box>35 504 267 528</box>
church-service <box>978 570 1210 599</box>
list-item <box>35 1116 267 1137</box>
candidates-header <box>743 394 975 402</box>
list-item <box>35 772 267 793</box>
education-ad <box>743 576 975 688</box>
divider <box>1685 356 1917 357</box>
list-item <box>35 797 267 818</box>
article-body <box>1214 120 1446 396</box>
list-item <box>35 1291 267 1313</box>
service-body: ST. PAUL'S PRO-CATHEDRAL, Mulgrave street. CHRISTMAS DAY. HOLY COMMUNION: 6.15 a.m., 7 a.m., and 8.0 a.m. 11 a.m.—Morning Prayer and Holy Communion. Preacher: THE RIGHT REV. THE BISHOP OF WELLINGTON. <box>978 90 1210 122</box>
church-service <box>978 131 1210 160</box>
list-item-text: FURNISHED flat, e.l. and gas range, use of tel., and all convs.; suit two ladies. Ring 28-836 or apply 145, Hanson-st. <box>35 990 267 1006</box>
article-text: at the time of the disorders in Russia in 1905. I have strong nerves. But what I saw and heard through the hole in the lift shaft made my blood run cold with horror. Tchekists were forcing opening the jaws of fettered men, and thrusting indiarubber balls the size of oranges into their mouths, so that a bluish lump of indiarubber projected from each victim's mouth. Those white-faced, chained men, with their open mouths and projecting gags, were a nightmare sight. <box>1685 71 1917 120</box>
list-item <box>35 646 267 667</box>
service-body: ST. MARY'S PARISH, KARORI—Christmas Day: Holy Communion at 7 a.m., 8 a.m., and after Mattins at 11 a.m., also at Makara 10 a.m. Special Service with Christmas Carols at Karori, 7.30 p.m. <box>978 478 1210 502</box>
misc-ad <box>978 825 1210 856</box>
church-service <box>978 231 1210 260</box>
article-text: William Schaeffer, professional strong man, pitted his strength against two aeroplanes at Teterboro air field, New Jersey, and was victorious. Ropes were attached to the tails of the "planes, each of which was equipped with a 200 h.p. motor. Schaeffer grasped the ropes and the motors were started. He held the "planes until an airport official (reports the New York Times) called a halt. Licences issued to the tobacco-sellers of Britain bring in a yearly revenue of £117,617. <box>978 876 1210 932</box>
article-text: The following are the results of the Commercial examinations at St. Mary's College, held under the Charities' and Newton's College of Wellington:— <box>1685 180 1917 196</box>
service-body: ST. ANDREW'S CHURCH, The Terrace. Minister: REV. R. J. HOWIE, B.A. Service, Christmas Morning, 9 a.m. <box>978 603 1210 619</box>
classified-ad <box>35 302 267 364</box>
list-item <box>35 889 267 911</box>
list-item-text: TO LET, 4-rd. House and convs., Ferdinand-st., 30s per week. Apply Tuesday, 25, Hanson-st. <box>35 1090 267 1107</box>
list-item <box>35 864 267 886</box>
service-body: MIRAMAR. CHRISTMAS DAY. ST. GEORGE'S, SEATOUN— 6.30 a.m.—Holy Communion. 11 a.m.—Holy Communion. Canon J. H. Sykes. 7.30 p.m.—Evensong and Carols. ST. JUDE'S, LYALL BAY— 8.30 a.m.—Holy Communion. 11 a.m.—Choral Eucharist. 7.30 p.m.—Evensong and Carols. ST. AIDAN'S, MIRAMAR— 9.30 a.m.—Holy Communion. 7.30 p.m.—Evensong and Carols. <box>978 264 1210 313</box>
list-item <box>35 1241 267 1262</box>
ad-body: HERE we are at the end of 1929. Has it been a year of achievement for you? Of real progress made? Of gratifying increase in salary? Let 1930 start you well on the road to Success. Take advantage of the wide opportunities for advancement presented in ACCOUNTANCY QUALIFICATION. Ensure early and unqualified success; enrol with the foremost Accountancy tuition institution; and commence your studies immediately. Hemingway's Correspondence Schools have proved their supremacy by the record of hundreds of their students at the Accountancy Examinations for the past thirty years. Send to-day for Hemingway's valuable and informative book "Accountancy"—sent Post Free to any address. HEMINGWAY'S CORRESPONDENCE SCHOOLS. P.O. Box 516, Auckland. <box>743 793 975 883</box>
church-service <box>978 197 1210 227</box>
public-notice <box>507 672 739 768</box>
church-service <box>978 164 1210 194</box>
list-item <box>35 1367 267 1388</box>
church-service <box>978 628 1210 657</box>
notice-body: I DESIRE to express my sincere thanks to the Electors of Hutt, who, on Wednesday last, recorded their confidence in me by electing me to represent them in Parliament. I also extend my thanks and appreciation to those men and women who worked so strenuously and enthusiastically to secure my return. The contest is now over, and I trust that all electors and residents will utilise my services in any way necessary for the welfare of the electorate. In conclusion I extend to all residents the best of wishes for a Happy Christmas, with the hope that the coming year will bring all things that are good for the electorate, our Dominion, and the Commonwealth of Nations of which we are privileged to be members. Yours sincerely, W. NASH. <box>743 469 975 551</box>
ad-title: ST. ELMO RESIDENTIAL FLATS. <box>80 410 222 420</box>
section-heading: EDUCATIONAL. <box>743 560 975 572</box>
article-body <box>978 876 1210 932</box>
ad-body: THE CROW'S NEST (late Gaiety Oriental), Abel Smith-st. TO-NIGHT. CHRISTMAS EVE. GALA NIGHT. Spend Christmas Eve at the Crow's Nest. Novelties, Monte Carlo, Streams Waltz, Paper Hats, etc. 10 Cents Hall. <box>743 167 975 191</box>
section-heading: WANTED TO BUY. <box>271 509 503 522</box>
list-item-text: TO LET, Hataitai, fully furnished e.l. range, shed; plate, tel., lovely position; 5 minutes tram. Write 1403, Evg. Post. <box>35 1116 267 1132</box>
list-item <box>35 671 267 684</box>
candidate-row <box>743 410 975 418</box>
service-body: ST. MARK'S PARISH CHURCH, Dufferin street. CHRISTMAS DAY. 5.45, 7.0, 8.0 a.m.—Holy Communion. 11 a.m.—Morning Prayer and Address, Holy Communion (choral). <box>978 164 1210 189</box>
misc-ad <box>978 775 1210 796</box>
list-item <box>35 1216 267 1237</box>
ad-body: H.M.V. AND Columbia Portable Gramophones for Hire. If you need a Gramophone for Christmas, we can provide. Terms 7s 6d per week. Special Record Exchange. Bring your records to our "Beano" song some of the boys, and can tell you the price at the time. Records bought, sold, and exchanged. H.M.V. and Columbia Portables bought, sold, and hired. Note.—We have no canvassers, and only one address: GRAMOPHONE RECORD EXCHANGE, Lambton street (Between "Post" and New Zealander Hotel). <box>271 536 503 592</box>
ad-body: TO LET, in Beehive Chambers, Courtenay place, Rooms suitable for business or professional purposes. Apply E. T. TAYLOR AND CO., LTD., 71, Courtenay place. <box>35 378 267 402</box>
list-item-text: TO LET, 4-rd. and 6-rd. Cottages, overlooking Lyall Bay. W. S. Bruce, 64, Hobson-st. <box>35 1367 267 1383</box>
article-subheadline: WRITTEN EXAMINATIONS <box>1263 90 1397 102</box>
list-item-text: ROOMS, or Three Large Unfurnished Rooms, kitchenette, conveniences, private, good locality. 10, Burnell-av., Thorndon. <box>35 772 267 788</box>
notice-body: J. M. GRIFFITHS, Chiropractor, Wakefield Chambers, Will be closed from 24th DECEMBER to the 15th JANUARY. A Happy Xmas and New Year to all. <box>507 90 739 106</box>
election-notice <box>743 342 975 456</box>
public-notice <box>507 201 739 231</box>
education-ad <box>743 692 975 780</box>
public-notice <box>271 618 503 657</box>
notice-body: STUDIOS will be CLOSED from 24th DECEMBER to 6th JANUARY, 1930. We take this opportunity to extending to all the Season's Greetings. <box>507 210 739 226</box>
masthead <box>35 11 1932 64</box>
notice-body: CLOSING OF STREETS TO TRAFFIC. NOTICE IS HEREBY GIVEN that the following streets will be CLOSED to vehicular traffic between the hours of 7 p.m. and 11 p.m. on TUESDAY, the 24th DECEMBER, 1929. Lambton quay: Grey street to Willis street. Willis street: From Stewart Dawson's Corner to intersection of Manners street. Manners street: From Willis street to Taranaki street. Cuba street: From Manners street to intersection of Vivian street. Inquiries concerning traffic matters may be made up to 9 p.m. on any day during the holidays, and during the forenoon of Christmas Day, 25th December, and Sunday, 29th December, by ringing Telephone 42-534. E. P. NORMAN, Town Clerk. 20th December, 1929. <box>507 466 739 548</box>
article-subhead: ARRIVAL OF DEATH SENTENCES. <box>1491 519 1640 528</box>
candidate-votes: 4835 <box>960 410 975 418</box>
classified-ad <box>271 238 503 276</box>
notice-subtitle: ROAD MOTOR SERVICES. CHRISTMAS AND NEW YEAR TIMETABLE. <box>278 672 496 690</box>
notice-title: NOTICE OF REGISTERED OFFICE. <box>311 926 463 935</box>
notice-body: MISS PHYLLIS BATES (Member of Imperial Society of Teachers of Dancing, London). MR. CAT WHITE (From London). THE PHYLLIS BATES SCHOOL. 68, Willis street. Tel. 41-334. <box>507 782 739 806</box>
service-body: ST. THOMAS'S CHURCH, Riddiford street, Wellington South. CHRISTMAS DAY. 6.15 a.m.—Holy Communion. 7 a.m.—Holy Communion. 8 a.m.—Holy Communion. 11 a.m.—Holy Communion. (Choral). <box>978 197 1210 222</box>
article-subhead: LOCAL CENTRE EXAMINATIONS. <box>1255 209 1405 219</box>
list-item <box>35 915 267 936</box>
article-body <box>1214 431 1446 707</box>
list-item-text: FLAT, 2 rooms, kitchenette, fully furnished, morning sun, hot water. 6, Rowland-st., Tel. 40-982. <box>35 646 267 662</box>
article-text: The horrors of life in Russian prisons and the way in which prisoners are taken away in lorry loads to be shot are vividly described in a recent book, "In the Clutches of the Tcheka" (Allen and Unwin, Ltd., London), says the Melbourne "Age." The author, Mr. Boris Cederholm, who was born in Finland where that country formed part of Russia, served as an officer in the Russian Navy up to the time of the Bolshevik revolution in 1917. After Finland became an independent State he went to live there, and in 1923 he went to Petrograd on a business trip as the representative of a South American company which desired to obtain from the Soviet Government a concession to export timber. <box>1450 173 1682 246</box>
list-item-text: KELBURN—Ideal Well-furnished Flat, two large bedrooms, large living-room, kitchenette, elbows, good garden, balcony, view harbour. Tel. 26-837. <box>35 797 267 813</box>
ad-title: BALLROOM DANCING. <box>808 282 910 292</box>
list-item <box>35 1266 267 1287</box>
list-item-text: TO LET, 6-rd. Furnished House, with dining-room, kitchen, shed, sleeping-out porch, near Zoo tram; 42s. Ring 26-852. <box>35 1141 267 1157</box>
ad-title: NEW YEAR EMPLOYMENT. <box>90 90 211 100</box>
notice-title: MAKARA COUNTY COUNCIL. HOLIDAYS. <box>531 165 714 175</box>
service-body: THE SALVATION ARMY CITADEL, Vivian street. SPECIAL CHRISTMAS SERVICE, conducted by COMMISSIONER CUNNINGHAM. COMMISSIONER CUNNINGHAM. CHRISTMAS NIGHT, at 7.30 o'clock. CHRISTMAS NIGHT, at 7.30 o'clock. Everybody invited. <box>978 719 1210 751</box>
article-text: "The first night of our journey was so long that I shall never forget it. On the third day we reached Kem. From there we were taken to the camp. The prisoners who were sentenced to be shot were taken out at night, and we could hear the shots. There is a special place reserved for this purpose, and the bodies of the dead are buried in a common grave. <box>1450 475 1682 515</box>
ad-title: TO MOULDERS, COREMAKERS, FITTERS, AND TURNERS. <box>47 125 254 143</box>
list-item-text: TO LET, Good 2-rd. Back, cool range, el. gas ring, own private entrance; also garage to Let; sleep rent. Apply 55, Wilton-rd. <box>35 1216 267 1232</box>
article-text: Qualifying Paper. Anderson, Muriel (Mr. Robert Parker); Cooper, Hina M. (Miss Ivy Honey); Edwards, Thelma E. (Miss M. Gaynor); Gibbs, Kathleen M. (Mrs. F. Hoverd); Leckie, Linda E. (Mr. C. Walker); Loftus, Gabrielle (St. Mary's Convent); McDonald, Mary (Miss Helen Hunt); Webb, Eileen (Miss B. C. Moorcroft). <box>1214 166 1446 206</box>
ad-title: START IMMEDIATELY. <box>808 783 909 793</box>
list-item <box>35 713 267 726</box>
list-item-text: KELBURN, close Tram, Furnished Flat, single, £1 7s. 6d. Ring 27-082. <box>40 730 247 738</box>
ad-body: MISS GWENDOLINE WALSHE, Studio 95, Willis street (opp. Hotel Windsor). Tels 42-871 and 43-427. Personal and Individual Tuition from 10 a.m. daily. CLASSES—Tuesday and Friday Evenings, from 8-10 o'clock. <box>743 293 975 317</box>
list-item <box>35 747 267 768</box>
ad-body: By the Winners, Silver Cloud of Kilmartin Ex Rendale Recherche. <box>277 351 468 359</box>
article-subheadline: MEN SHOT LIKE DOGS <box>1506 107 1626 119</box>
church-service <box>978 90 1210 127</box>
list-item-text: TO LET, Large Double Front Bed-Sitting-room, furnished, one bathroom, e.l. range; well rented; no restrictions or conveniences. Tel. 46-740. <box>35 1342 267 1358</box>
article-text: Although twelve years have elapsed since the Bolsheviks secured control of Russia, and during that time hundreds of thousands of the Russian nobility and the middle class have fallen victims to the Bolshevik lust for blood, the terrible work of slaughtering men and women is still going on. <box>1450 139 1682 172</box>
list-item-text: TO LET, to careful tenant, 6-rd. House, 5, Mooring-st., Kilbirnie. Apply 11, Wilson-st., Newtown. <box>35 1166 267 1182</box>
ad-body: CASINO DANCE HALL, Late San Toy, Cr. Cuba and Vivian streets. TO-NIGHT! TO-NIGHT! PALAIS DE DANSE. Come and dance and have supper for 1s 3d. The whole town's talking about the moonlight supper on the Casino. Three minutes past 11 p.m. Xmas Night. Don't forget it to be there. <box>743 126 975 158</box>
divider <box>1450 121 1682 122</box>
article-headline: RUSSIAN HORRORS <box>1474 71 1658 90</box>
ad-body: Day and Boarding School. Rector: J. MURRAY, M.A. Curriculum: Professional, Commercial, General and Agricultural Courses. Spacious playing fields and swimming baths provide ample facilities for recreation. School Boarding Department "College House," under direct supervision of the Rector. Excellent record in both Scholarship and Athletics. Applications for Boarding places to be made to the Rector, or the Secretary of the High Schools' Board. Apply for Prospectus, giving full particulars of the Boarding Departments for Boys or Girls to the Principals, or to: WM. HUNTER, Secretary, Box 80, Palmerston North. <box>743 702 975 775</box>
list-item <box>271 90 503 111</box>
notice-body: Total number of valid votes polled 12,425. Number of votes rejected as informal, 105. I therefore declare the said NASH, Walter, to be elected. Dated at Petone, this 23rd day of December, 1929. F. B. JAMESON, Returning Officer. <box>743 427 975 451</box>
notice-body: THE following Members will remain open during the vacation period for urgent dental treatment:— W. J. H. Haase, Evening Post Bldg. Philip Rollett & Rawson, Upper Willis-st. H. Wilkinson, B.D.S., Kelvin Chambers. F. V. Janson, B.D.S., Kelvin Chambers. <box>507 124 739 157</box>
column-7 <box>1449 71 1682 1932</box>
service-body: BETHEL TEMPLE, 191, Vivian street. ANNUAL CONVENTION SERVICES will be conducted by Representatives from the several Assemblies of God in New Zealand. SERVICES: Christmas Day, 10.30 a.m. and 7.30 p.m. Thursday, 2.30 p.m. and 7.30 p.m. Saturday, 7.30 p.m. Sunday, 11 a.m. and 7 p.m. Monday, Tuesday, and Wednesday, 2.30 p.m. and 7.30 p.m. The Public cordially invited. <box>978 661 1210 710</box>
article-headline: COLLEGE OF MUSIC <box>1241 71 1419 89</box>
ad-title: A BARGAIN. <box>360 409 414 419</box>
article-text: The Associated Board, R.A.M. and R.C.M., London, held written examinations at all centres throughout Australia and New Zealand on 9th November. The papers for these have been marked by Dr. Markham Lee, and the Wellington pass-list is a follows:— <box>1214 120 1446 152</box>
classified-ad <box>35 126 267 181</box>
service-body: ST. LUKE'S, WADESTOWN. CHRISTMAS DAY. SERVICES—Holy Communion, 7 a.m. Morning Service and Holy Communion, 11 a.m. <box>978 511 1210 527</box>
list-item-text: CENTRE of City, 4-rd. Flats, containing 2 bedrooms, dining-room, kitchenette, bathroom, etc., all convs., opp. top Boulcott st., Everton terrace; rents £2 10s. and £2. <box>35 587 267 612</box>
classified-ad <box>271 341 503 406</box>
